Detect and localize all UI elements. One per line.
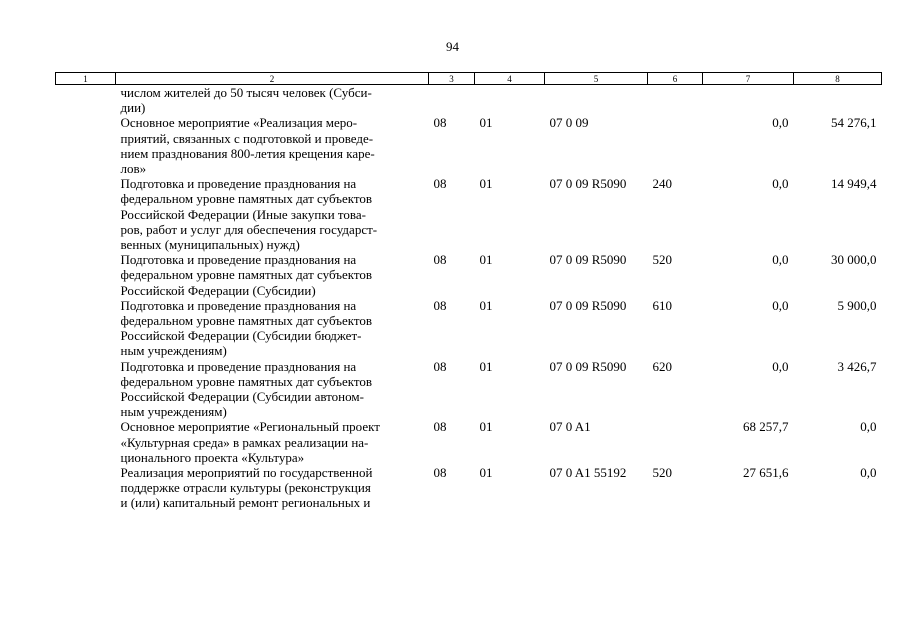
item-name-cell: Подготовка и проведение празднования на федеральном уровне памятных дат субъектов Российской Федерации (Субсидии бюджет- ным учреждениям): [120, 297, 373, 359]
section-code-cell: 08: [433, 252, 447, 268]
header-cell: 7: [703, 73, 794, 85]
table-row: [56, 359, 882, 420]
section-code-cell: 08: [433, 115, 447, 131]
expense-type-cell: 240: [652, 176, 672, 192]
table-row: [56, 115, 882, 176]
section-code-cell: 08: [433, 465, 447, 481]
expense-type-cell: 520: [652, 465, 672, 481]
target-article-cell: 07 0 09: [549, 115, 589, 131]
subsection-code-cell: 01: [479, 465, 493, 481]
header-row: [56, 73, 882, 85]
section-code-cell: 08: [433, 176, 447, 192]
table-row: [56, 85, 882, 116]
header-cell: 4: [475, 73, 545, 85]
expense-type-cell: 620: [652, 358, 672, 374]
amount-col7-cell: 0,0: [772, 176, 789, 192]
item-name-cell: Основное мероприятие «Реализация меро- приятий, связанных с подготовкой и проведе- нием празднования 800-летия крещения каре- лов»: [120, 115, 375, 177]
item-name-cell: Подготовка и проведение празднования на федеральном уровне памятных дат субъектов Российской Федерации (Субсидии): [120, 252, 373, 298]
item-name-cell: Основное мероприятие «Региональный проект «Культурная среда» в рамках реализации на- ционального проекта «Культура»: [120, 419, 380, 465]
amount-col7-cell: 27 651,6: [743, 465, 789, 481]
col1-cell: [56, 298, 116, 359]
amount-col8-cell: 54 276,1: [831, 115, 877, 131]
table-row: [56, 465, 882, 511]
subsection-code-cell: 01: [479, 252, 493, 268]
subsection-code-cell: [475, 85, 545, 116]
amount-col7-cell: 0,0: [772, 252, 789, 268]
item-name-cell: Подготовка и проведение празднования на федеральном уровне памятных дат субъектов Российской Федерации (Субсидии автоном- ным учреждениям): [120, 358, 373, 420]
amount-col8-cell: 0,0: [860, 419, 877, 435]
header-cell: 8: [794, 73, 882, 85]
target-article-cell: 07 0 09 R5090: [549, 358, 627, 374]
item-name-cell: Подготовка и проведение празднования на федеральном уровне памятных дат субъектов Российской Федерации (Иные закупки това- ров, работ и услуг для обеспечения государст- венных (муниципальных) нужд): [120, 176, 378, 253]
section-code-cell: 08: [433, 419, 447, 435]
target-article-cell: 07 0 09 R5090: [549, 297, 627, 313]
table-row: [56, 176, 882, 252]
amount-col8-cell: 30 000,0: [831, 252, 877, 268]
col1-cell: [56, 176, 116, 252]
item-name-cell: Реализация мероприятий по государственной поддержке отрасли культуры (реконструкция и (или) капитальный ремонт региональных и: [120, 465, 373, 511]
section-code-cell: 08: [433, 297, 447, 313]
col1-cell: [56, 85, 116, 116]
target-article-cell: [545, 85, 648, 116]
target-article-cell: 07 0 09 R5090: [549, 252, 627, 268]
col1-cell: [56, 419, 116, 465]
table-row: [56, 252, 882, 298]
subsection-code-cell: 01: [479, 115, 493, 131]
header-cell: 3: [429, 73, 475, 85]
amount-col7-cell: 0,0: [772, 358, 789, 374]
header-cell: 5: [545, 73, 648, 85]
amount-col8-cell: 3 426,7: [837, 358, 877, 374]
subsection-code-cell: 01: [479, 358, 493, 374]
expense-type-cell: [648, 115, 703, 176]
table-row: [56, 298, 882, 359]
amount-col8-cell: 14 949,4: [831, 176, 877, 192]
amount-col8-cell: 5 900,0: [837, 297, 877, 313]
subsection-code-cell: 01: [479, 419, 493, 435]
table-row: [56, 419, 882, 465]
amount-col8-cell: 0,0: [860, 465, 877, 481]
section-code-cell: 08: [433, 358, 447, 374]
expense-type-cell: [648, 85, 703, 116]
header-cell: 2: [116, 73, 429, 85]
page-number: 94: [446, 39, 459, 54]
col1-cell: [56, 252, 116, 298]
item-name-cell: числом жителей до 50 тысяч человек (Субси- дии): [120, 85, 372, 116]
target-article-cell: 07 0 09 R5090: [549, 176, 627, 192]
amount-col7-cell: 0,0: [772, 115, 789, 131]
amount-col7-cell: 0,0: [772, 297, 789, 313]
budget-table: [55, 72, 882, 511]
subsection-code-cell: 01: [479, 297, 493, 313]
subsection-code-cell: 01: [479, 176, 493, 192]
amount-col7-cell: [703, 85, 794, 116]
amount-col7-cell: 68 257,7: [743, 419, 789, 435]
col1-cell: [56, 359, 116, 420]
header-cell: 6: [648, 73, 703, 85]
target-article-cell: 07 0 A1: [549, 419, 591, 435]
amount-col8-cell: [794, 85, 882, 116]
target-article-cell: 07 0 A1 55192: [549, 465, 627, 481]
table-body: [56, 85, 882, 511]
expense-type-cell: [648, 419, 703, 465]
section-code-cell: [429, 85, 475, 116]
expense-type-cell: 610: [652, 297, 672, 313]
header-cell: 1: [56, 73, 116, 85]
expense-type-cell: 520: [652, 252, 672, 268]
col1-cell: [56, 115, 116, 176]
col1-cell: [56, 465, 116, 511]
